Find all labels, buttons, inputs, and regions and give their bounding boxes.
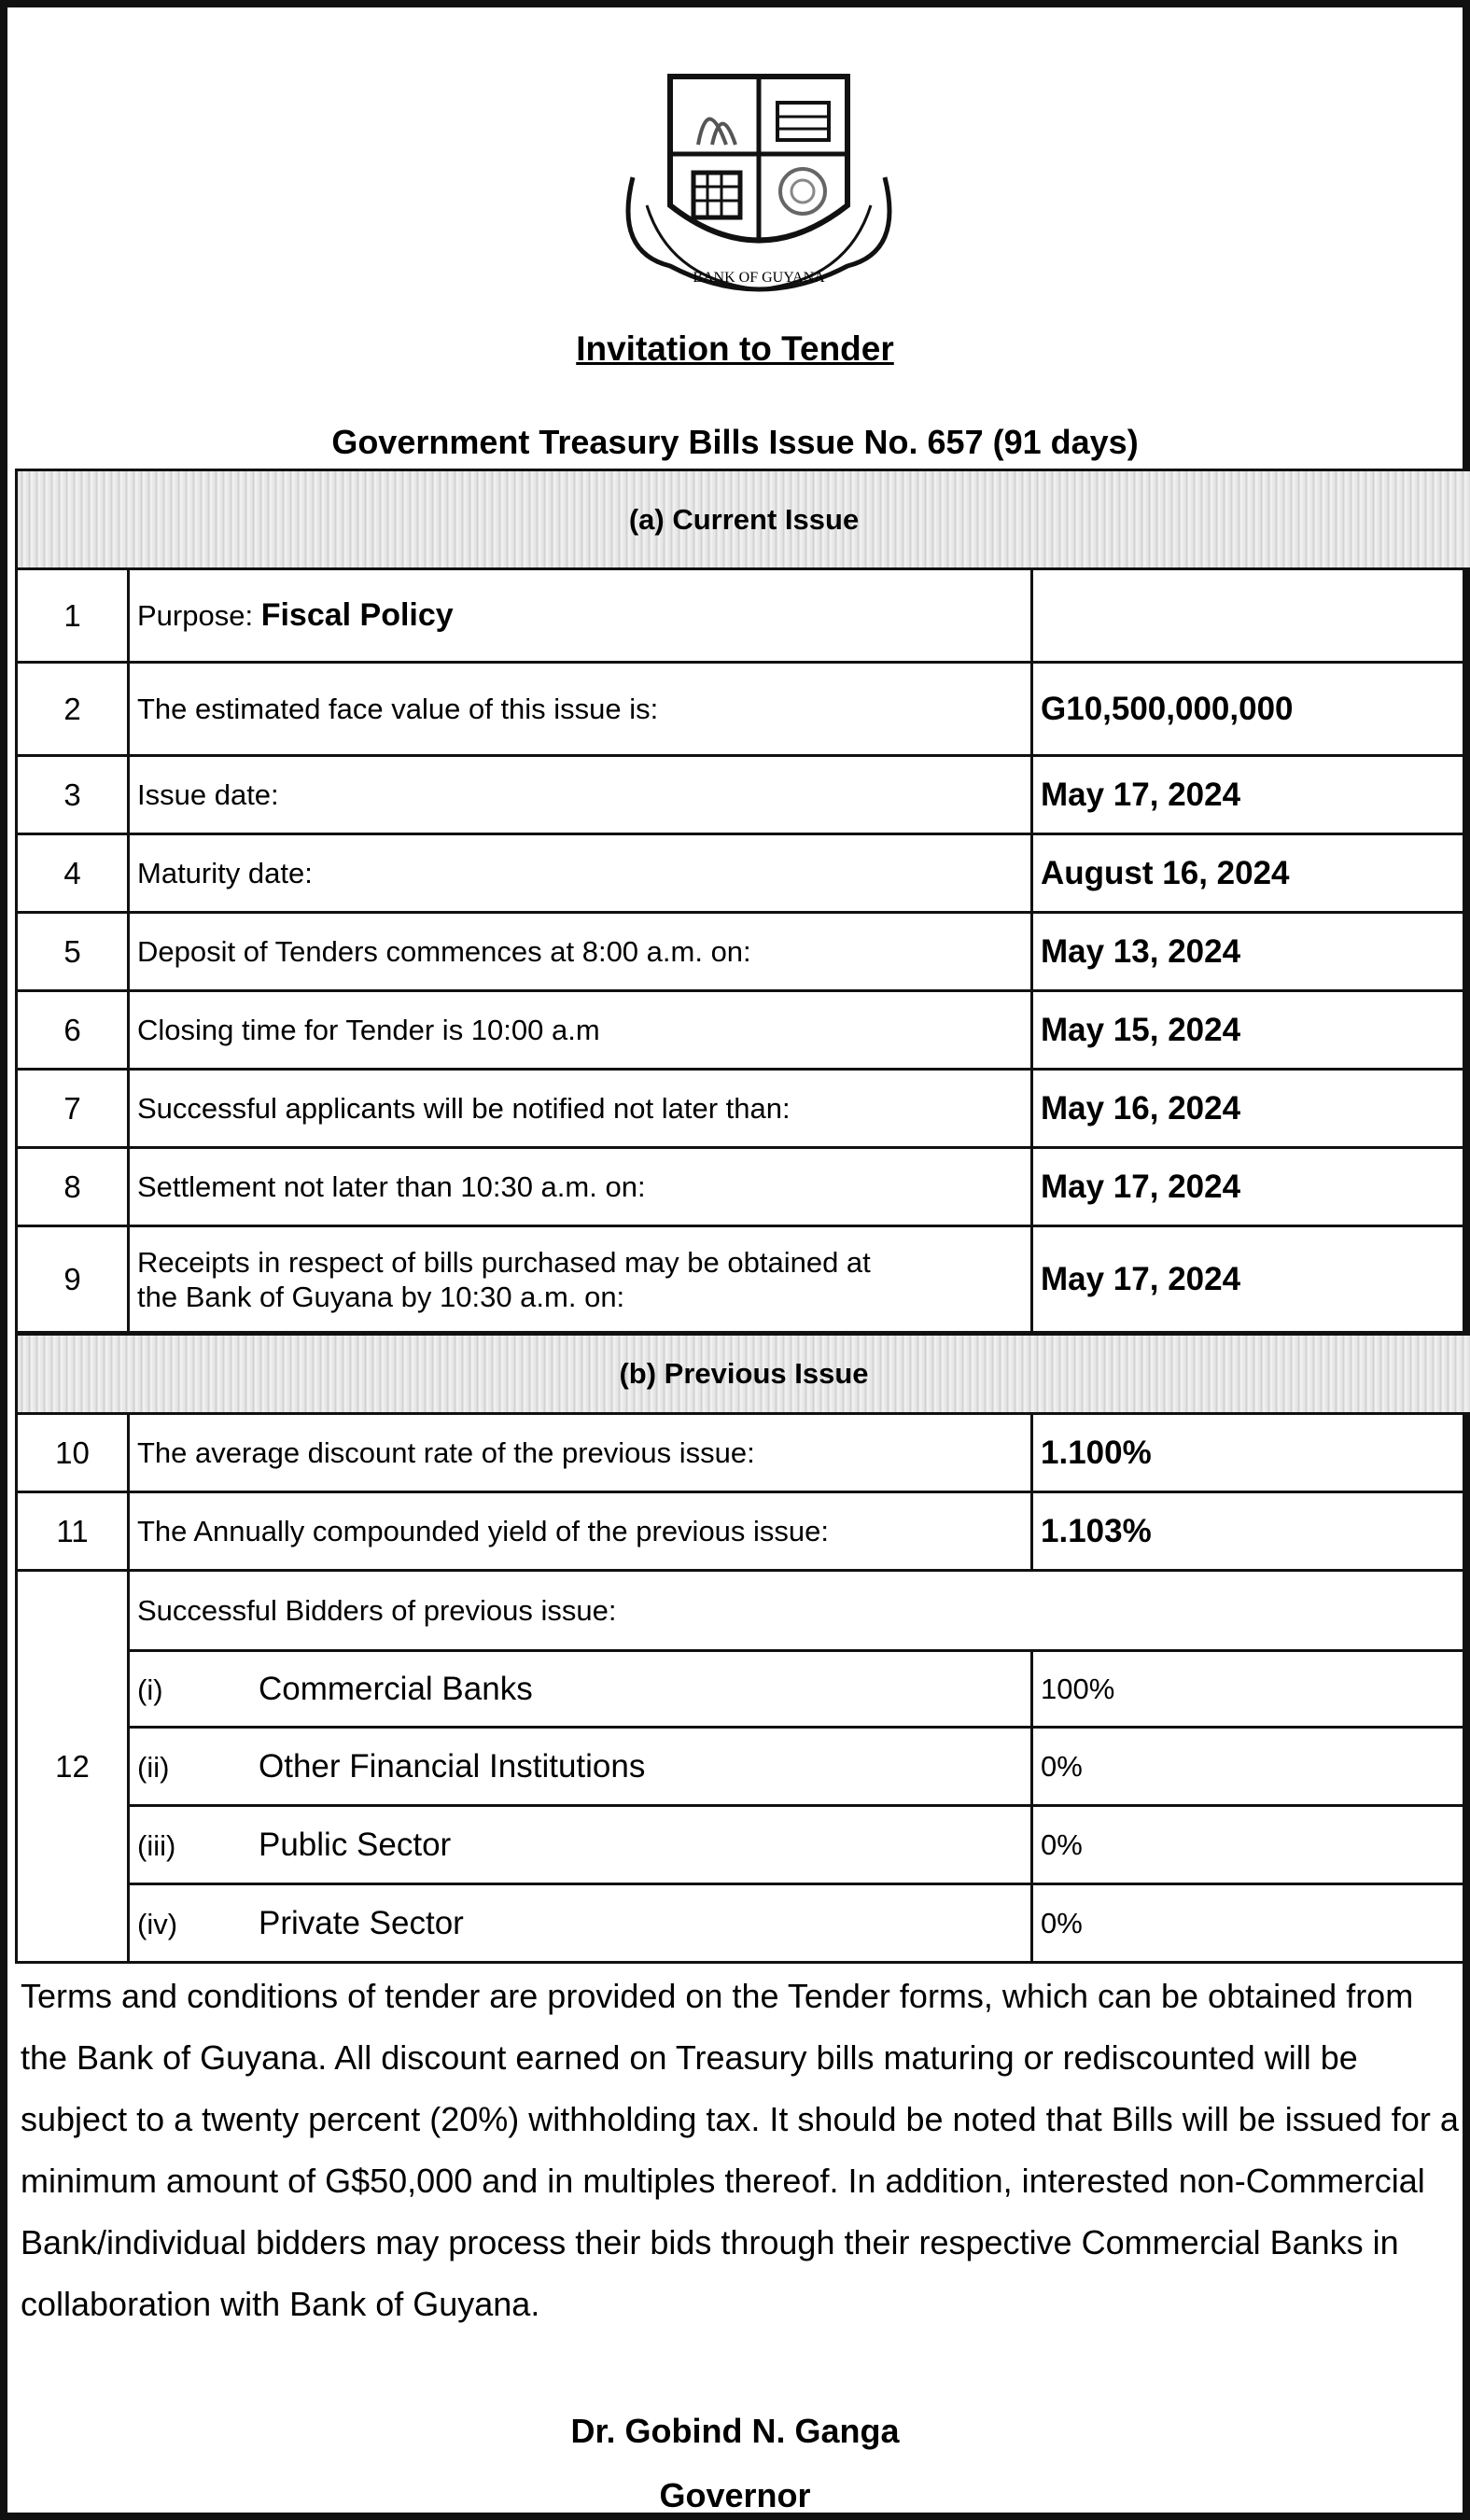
bidder-row (17, 1728, 1470, 1806)
row-label: Closing time for Tender is 10:00 a.m (129, 991, 1032, 1070)
bidder-row (17, 1806, 1470, 1884)
current-issue-heading: (a) Current Issue (17, 470, 1470, 569)
bidder-category: (iii) Public Sector (129, 1806, 1032, 1884)
bidder-row (17, 1884, 1470, 1963)
issue-date: May 17, 2024 (1032, 756, 1470, 834)
bidder-share: 0% (1032, 1806, 1470, 1884)
previous-issue-heading-row (17, 1335, 1470, 1414)
row-label: Successful applicants will be notified not later than: (129, 1070, 1032, 1148)
bidder-share: 0% (1032, 1728, 1470, 1806)
row-label: Issue date: (129, 756, 1032, 834)
compounded-yield: 1.103% (1032, 1492, 1470, 1571)
issue-title: Government Treasury Bills Issue No. 657 (91 days) (331, 423, 1139, 461)
table-row (17, 1492, 1470, 1571)
row-label: The estimated face value of this issue is: (129, 663, 1032, 756)
signatory-title: Governor (659, 2476, 811, 2514)
discount-rate: 1.100% (1032, 1414, 1470, 1492)
bidder-share: 100% (1032, 1651, 1470, 1728)
deposit-date: May 13, 2024 (1032, 913, 1470, 991)
row-value (1032, 569, 1470, 663)
table-row (17, 756, 1470, 834)
bidder-category: (iv) Private Sector (129, 1884, 1032, 1963)
table-row (17, 1070, 1470, 1148)
row-number: 3 (17, 756, 129, 834)
table-row (17, 569, 1470, 663)
row-number: 10 (17, 1414, 129, 1492)
current-issue-table (15, 469, 1470, 1334)
bidders-label: Successful Bidders of previous issue: (129, 1571, 1470, 1651)
row-label: Purpose: Fiscal Policy (129, 569, 1032, 663)
settlement-date: May 17, 2024 (1032, 1148, 1470, 1226)
row-number: 1 (17, 569, 129, 663)
bidder-row (17, 1651, 1470, 1728)
face-value: G10,500,000,000 (1032, 663, 1470, 756)
table-row (17, 663, 1470, 756)
table-row (17, 1148, 1470, 1226)
previous-issue-heading: (b) Previous Issue (17, 1335, 1470, 1414)
row-label: Settlement not later than 10:30 a.m. on: (129, 1148, 1032, 1226)
row-label: The Annually compounded yield of the previous issue: (129, 1492, 1032, 1571)
current-issue-heading-row (17, 470, 1470, 569)
table-row (17, 913, 1470, 991)
bidder-share: 0% (1032, 1884, 1470, 1963)
row-number: 2 (17, 663, 129, 756)
row-number: 7 (17, 1070, 129, 1148)
row-label: Receipts in respect of bills purchased may be obtained at the Bank of Guyana by 10:30 a.m. on: (129, 1226, 1032, 1333)
page-title: Invitation to Tender (576, 329, 894, 368)
table-row (17, 1414, 1470, 1492)
row-number: 12 (17, 1571, 129, 1963)
notification-date: May 16, 2024 (1032, 1070, 1470, 1148)
row-number: 5 (17, 913, 129, 991)
table-row (17, 1571, 1470, 1651)
previous-issue-table (15, 1333, 1470, 1964)
svg-text:BANK OF GUYANA: BANK OF GUYANA (693, 270, 825, 286)
row-label: Maturity date: (129, 834, 1032, 913)
table-row (17, 991, 1470, 1070)
row-number: 8 (17, 1148, 129, 1226)
closing-date: May 15, 2024 (1032, 991, 1470, 1070)
signatory-name: Dr. Gobind N. Ganga (570, 2412, 900, 2450)
table-row (17, 834, 1470, 913)
bidder-category: (ii) Other Financial Institutions (129, 1728, 1032, 1806)
row-number: 11 (17, 1492, 129, 1571)
bidder-category: (i) Commercial Banks (129, 1651, 1032, 1728)
row-number: 4 (17, 834, 129, 913)
row-number: 6 (17, 991, 129, 1070)
row-number: 9 (17, 1226, 129, 1333)
row-label: Deposit of Tenders commences at 8:00 a.m. on: (129, 913, 1032, 991)
terms-paragraph: Terms and conditions of tender are provided on the Tender forms, which can be obtained from the Bank of Guyana. All discount earned on Treasury bills maturing or rediscounted will be subject to a twenty percent (20%) withholding tax. It should be noted that Bills will be issued for a minimum amount of G$50,000 and in multiples thereof. In addition, interested non-Commercial Bank/individual bidders may process their bids through their respective Commercial Banks in collaboration with Bank of Guyana. (21, 1977, 1459, 2323)
row-label: The average discount rate of the previous issue: (129, 1414, 1032, 1492)
bank-of-guyana-crest (605, 65, 913, 331)
maturity-date: August 16, 2024 (1032, 834, 1470, 913)
table-row (17, 1226, 1470, 1333)
receipt-date: May 17, 2024 (1032, 1226, 1470, 1333)
